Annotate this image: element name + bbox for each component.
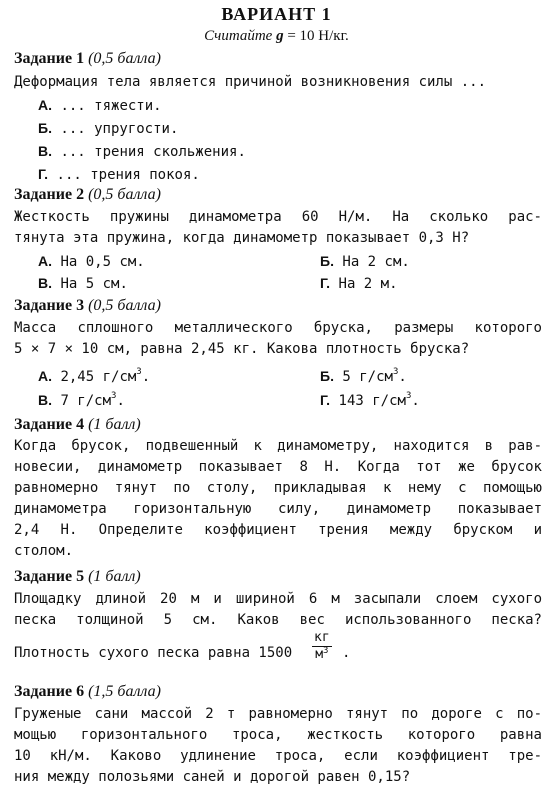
task-4-text-line: динамометра горизонтальную силу, динамометр показывает	[14, 501, 542, 517]
task-label: Задание 2	[14, 186, 85, 203]
task-label: Задание 6	[14, 683, 85, 700]
task-1-text: Деформация тела является причиной возникновения силы ...	[14, 74, 487, 90]
task-points: (1 балл)	[88, 416, 141, 433]
task-2-option-a: А. На 0,5 см.	[38, 253, 145, 270]
sand-density-text: Плотность сухого песка равна 1500	[14, 645, 293, 661]
gravity-note-value: = 10 Н/кг.	[287, 28, 349, 44]
task-3-option-d: Г. 143 $г/см^3$.	[320, 391, 420, 409]
task-4-header	[14, 416, 141, 434]
task-4-text-line: столом.	[14, 543, 74, 559]
task-label: Задание 3	[14, 297, 85, 314]
task-4-text-line: Когда брусок, подвешенный к динамометру, находится в рав-	[14, 438, 542, 454]
task-3-option-c: В. 7 $г/см^3$.	[38, 391, 125, 409]
task-2-option-b: Б. На 2 см.	[320, 253, 410, 270]
task-1-option-b: Б. ... упругости.	[38, 120, 179, 137]
variant-title: ВАРИАНТ 1	[221, 4, 332, 24]
gravity-note	[0, 28, 553, 45]
task-points: (0,5 балла)	[88, 50, 161, 67]
task-6-text-line: ния между полозьями саней и дорогой равен 0,15?	[14, 769, 411, 785]
task-1-option-d: Г. ... трения покоя.	[38, 166, 200, 183]
task-6-text-line: Груженые сани массой 2 т равномерно тянут по дороге с по-	[14, 706, 542, 722]
task-4-text-line: новесии, динамометр показывает 8 Н. Когда тот же брусок	[14, 459, 542, 475]
density-unit-denominator: $м^3$	[315, 646, 329, 662]
task-label: Задание 1	[14, 50, 85, 67]
task-label: Задание 4	[14, 416, 85, 433]
task-5-header	[14, 568, 141, 586]
task-1-option-c: В. ... трения скольжения.	[38, 143, 246, 160]
task-points: (1,5 балла)	[88, 683, 161, 700]
task-3-option-a: А. 2,45 $г/см^3$.	[38, 367, 151, 385]
task-1-header	[14, 50, 161, 68]
task-3-text-line: 5 × 7 × 10 см, равна 2,45 кг. Какова плотность бруска?	[14, 341, 470, 357]
task-6-text-line: мощью горизонтального троса, жесткость которого равна	[14, 727, 542, 743]
task-3-header	[14, 297, 161, 315]
task-5-text-line: Площадку длиной 20 м и шириной 6 м засыпали слоем сухого	[14, 591, 542, 607]
task-points: (1 балл)	[88, 568, 141, 585]
task-2-option-c: В. На 5 см.	[38, 275, 128, 292]
task-5-text-line: песка толщиной 5 см. Каков вес использованного песка?	[14, 612, 542, 628]
task-points: (0,5 балла)	[88, 186, 161, 203]
task-1-option-a: А. ... тяжести.	[38, 97, 162, 114]
task-6-text-line: 10 кН/м. Каково удлинение троса, если коэффициент тре-	[14, 748, 542, 764]
gravity-note-var: g	[276, 28, 284, 44]
task-2-option-d: Г. На 2 м.	[320, 275, 398, 292]
task-6-header	[14, 683, 161, 701]
density-unit-numerator: кг	[314, 630, 330, 645]
task-3-option-b: Б. 5 $г/см^3$.	[320, 367, 407, 385]
task-4-text-line: 2,4 Н. Определите коэффициент трения между бруском и	[14, 522, 542, 538]
task-2-text-line: тянута эта пружина, когда динамометр показывает 0,3 Н?	[14, 230, 470, 246]
density-unit-fraction	[312, 630, 332, 663]
density-tail: .	[342, 645, 351, 661]
task-3-text-line: Масса сплошного металлического бруска, размеры которого	[14, 320, 542, 336]
task-2-header	[14, 186, 161, 204]
task-4-text-line: равномерно тянут по столу, прикладывая к нему с помощью	[14, 480, 542, 496]
task-2-text-line: Жесткость пружины динамометра 60 Н/м. На сколько рас-	[14, 209, 542, 225]
task-label: Задание 5	[14, 568, 85, 585]
task-points: (0,5 балла)	[88, 297, 161, 314]
gravity-note-prefix: Считайте	[204, 28, 273, 44]
